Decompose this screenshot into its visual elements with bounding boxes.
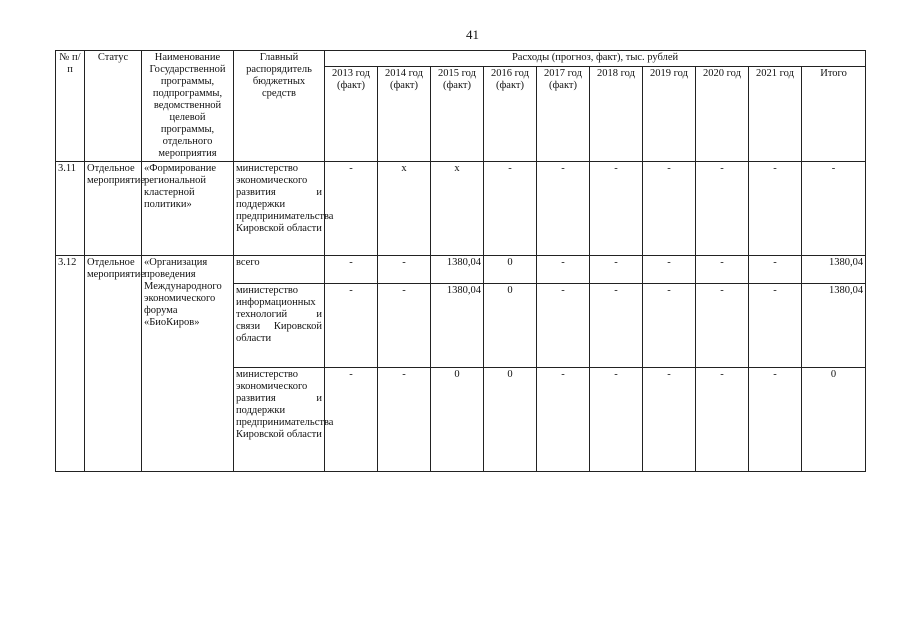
value-cell: -	[484, 162, 537, 256]
row-name: «Организация проведения Международного экономического форума «БиоКиров»	[142, 256, 234, 472]
table-row	[56, 162, 866, 256]
row-num: 3.12	[56, 256, 85, 472]
value-cell: -	[325, 256, 378, 284]
value-cell: -	[696, 284, 749, 368]
value-cell: -	[643, 256, 696, 284]
value-cell: -	[537, 284, 590, 368]
value-cell: 0	[484, 284, 537, 368]
header-year: 2015 год (факт)	[431, 67, 484, 162]
header-year: 2018 год	[590, 67, 643, 162]
value-cell: -	[325, 368, 378, 472]
header-num: № п/п	[56, 51, 85, 162]
value-cell: -	[749, 368, 802, 472]
row-admin: министерство экономического развития и поддержки предпринимательства Кировской области	[234, 162, 325, 256]
value-cell: -	[378, 256, 431, 284]
value-cell: 0	[484, 368, 537, 472]
header-year: 2016 год (факт)	[484, 67, 537, 162]
value-cell: -	[537, 368, 590, 472]
header-status: Статус	[85, 51, 142, 162]
value-cell: -	[325, 284, 378, 368]
value-cell: -	[696, 162, 749, 256]
value-cell: -	[590, 256, 643, 284]
value-cell: -	[696, 256, 749, 284]
header-year: 2014 год (факт)	[378, 67, 431, 162]
value-cell: -	[643, 284, 696, 368]
value-cell: -	[325, 162, 378, 256]
header-name: Наименование Государственной программы, подпрограммы, ведомственной целевой программы, отдельного мероприятия	[142, 51, 234, 162]
header-total: Итого	[802, 67, 866, 162]
value-cell: x	[378, 162, 431, 256]
value-cell: -	[590, 284, 643, 368]
value-cell: -	[643, 162, 696, 256]
header-year: 2017 год (факт)	[537, 67, 590, 162]
budget-table	[55, 50, 866, 472]
value-cell: -	[749, 284, 802, 368]
row-status: Отдельное мероприятие	[85, 256, 142, 472]
value-cell: -	[749, 162, 802, 256]
table-row	[56, 256, 866, 284]
header-expenses: Расходы (прогноз, факт), тыс. рублей	[325, 51, 866, 67]
value-cell: 0	[484, 256, 537, 284]
total-cell: 0	[802, 368, 866, 472]
header-admin: Главный распорядитель бюджетных средств	[234, 51, 325, 162]
header-row-top	[56, 51, 866, 67]
row-name: «Формирование региональной кластерной политики»	[142, 162, 234, 256]
value-cell: -	[590, 368, 643, 472]
value-cell: -	[378, 368, 431, 472]
header-year: 2020 год	[696, 67, 749, 162]
value-cell: -	[537, 162, 590, 256]
row-admin: министерство экономического развития и поддержки предпринимательства Кировской области	[234, 368, 325, 472]
header-year: 2021 год	[749, 67, 802, 162]
value-cell: -	[378, 284, 431, 368]
value-cell: -	[696, 368, 749, 472]
row-admin: министерство информационных технологий и связи Кировской области	[234, 284, 325, 368]
total-cell: 1380,04	[802, 256, 866, 284]
value-cell: 1380,04	[431, 284, 484, 368]
value-cell: -	[749, 256, 802, 284]
header-year: 2019 год	[643, 67, 696, 162]
total-cell: 1380,04	[802, 284, 866, 368]
value-cell: -	[537, 256, 590, 284]
page-number: 41	[466, 27, 479, 42]
value-cell: 1380,04	[431, 256, 484, 284]
value-cell: -	[643, 368, 696, 472]
row-admin: всего	[234, 256, 325, 284]
row-status: Отдельное мероприятие	[85, 162, 142, 256]
value-cell: 0	[431, 368, 484, 472]
row-num: 3.11	[56, 162, 85, 256]
header-year: 2013 год (факт)	[325, 67, 378, 162]
value-cell: -	[590, 162, 643, 256]
value-cell: x	[431, 162, 484, 256]
total-cell: -	[802, 162, 866, 256]
